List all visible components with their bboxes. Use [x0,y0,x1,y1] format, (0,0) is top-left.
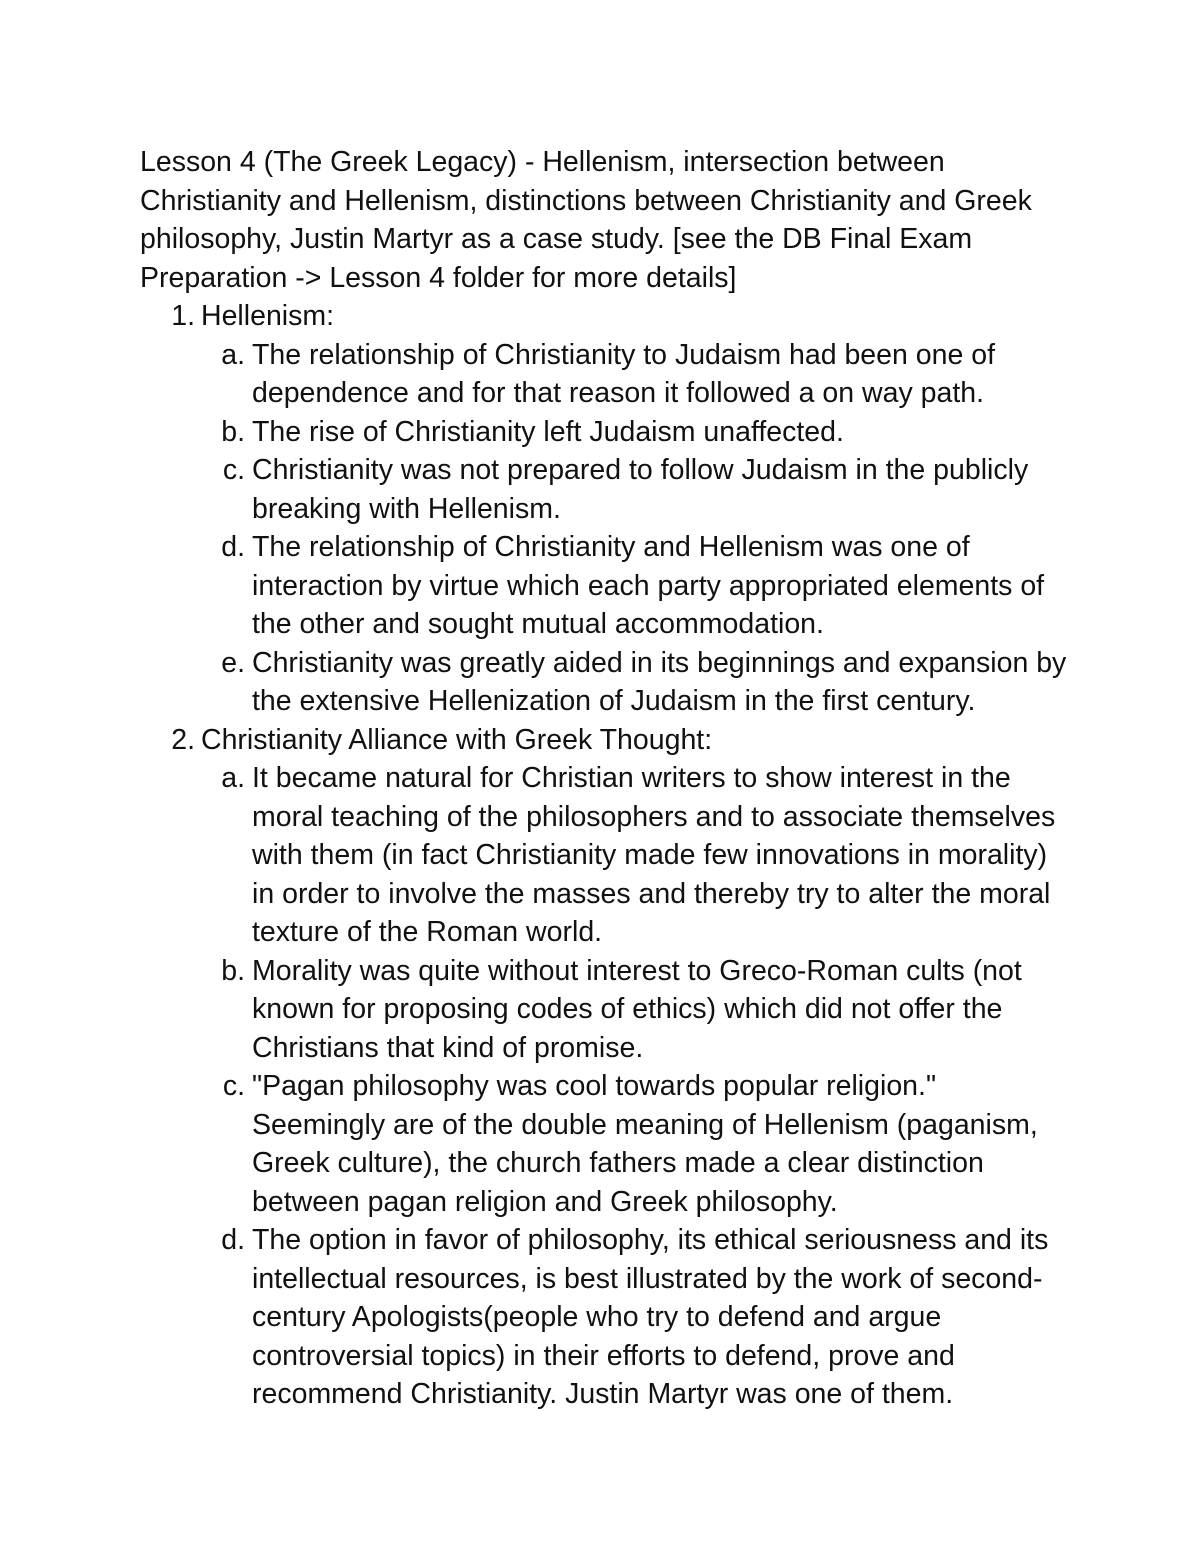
section-heading [140,721,1070,760]
list-item [140,1221,1070,1414]
list-item [140,644,1070,721]
item-text: The rise of Christianity left Judaism unaffected. [252,415,844,448]
item-text: The option in favor of philosophy, its ethical seriousness and its intellectual resources, is best illustrated by the work of second-century Apologists(people who try to defend and argue controversial topics) in their efforts to defend, prove and recommend Christianity. Justin Martyr was one of them. [252,1224,1049,1410]
item-text: Christianity was greatly aided in its beginnings and expansion by the extensive Hellenization of Judaism in the first century. [252,646,1067,717]
item-text: It became natural for Christian writers to show interest in the moral teaching of the philosophers and to associate themselves with them (in fact Christianity made few innovations in morality) in order to involve the masses and thereby try to alter the moral texture of the Roman world. [252,762,1056,948]
section-heading [140,297,1070,336]
item-marker: a. [221,338,245,371]
item-marker: c. [222,454,245,486]
section-number: 2. [171,723,195,756]
item-text: Morality was quite without interest to Greco-Roman cults (not known for proposing codes of ethics) which did not offer the Christians that kind of promise. [252,954,1022,1064]
item-marker: d. [221,1224,245,1256]
item-text: Christianity was not prepared to follow Judaism in the publicly breaking with Hellenism. [252,454,1029,525]
list-item [140,413,1070,452]
section-title: Hellenism: [201,300,335,332]
list-item [140,336,1070,413]
item-text: The relationship of Christianity and Hellenism was one of interaction by virtue which each party appropriated elements of the other and sought mutual accommodation. [252,531,1045,640]
item-marker: b. [221,954,245,987]
list-item [140,1067,1070,1221]
list-item [140,528,1070,644]
item-text: The relationship of Christianity to Judaism had been one of dependence and for that reason it followed a on way path. [252,338,996,409]
list-item [140,952,1070,1068]
item-marker: d. [221,531,245,563]
section-number: 1. [171,300,195,332]
item-marker: e. [221,646,245,679]
lesson-intro: Lesson 4 (The Greek Legacy) - Hellenism, intersection between Christianity and Hellenism, distinctions between Christianity and Greek philosophy, Justin Martyr as a case study. [see the DB Final Exam Preparation -> Lesson 4 folder for more details] [140,146,1032,294]
section-christianity-alliance [140,721,1070,1414]
document-body [140,143,1070,1414]
item-text: "Pagan philosophy was cool towards popular religion." Seemingly are of the double meaning of Hellenism (paganism, Greek culture), the church fathers made a clear distinction between pagan religion and Greek philosophy. [252,1070,1038,1218]
section-title: Christianity Alliance with Greek Thought: [201,723,713,756]
list-item [140,759,1070,952]
section-hellenism [140,297,1070,721]
item-marker: b. [221,415,245,448]
item-marker: a. [221,762,245,794]
item-marker: c. [222,1070,245,1102]
list-item [140,451,1070,528]
